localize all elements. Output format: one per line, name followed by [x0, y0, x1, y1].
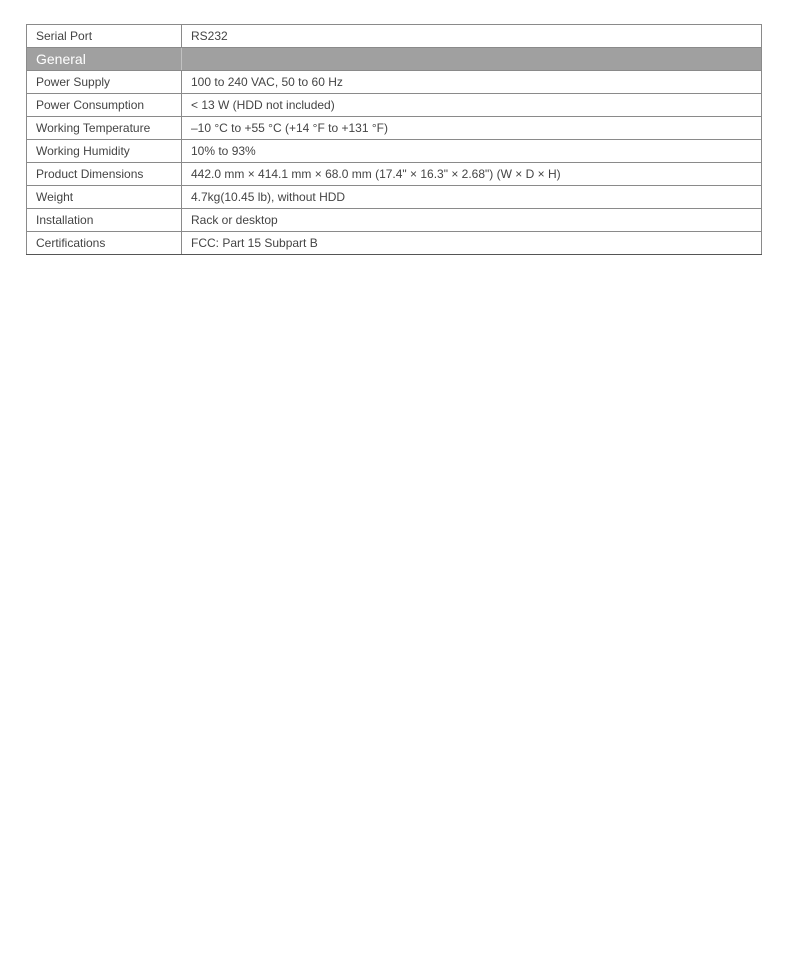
spec-label: Power Consumption — [27, 94, 182, 117]
section-header-general — [27, 48, 762, 71]
spec-row-certifications — [27, 232, 762, 255]
section-title: General — [27, 48, 182, 71]
spec-label: Working Humidity — [27, 140, 182, 163]
spec-value: 4.7kg(10.45 lb), without HDD — [182, 186, 762, 209]
spec-label: Weight — [27, 186, 182, 209]
spec-label: Working Temperature — [27, 117, 182, 140]
spec-label: Serial Port — [27, 25, 182, 48]
spec-label: Certifications — [27, 232, 182, 255]
spec-label: Power Supply — [27, 71, 182, 94]
specification-table — [26, 24, 762, 255]
spec-row-working-temperature — [27, 117, 762, 140]
spec-value: 442.0 mm × 414.1 mm × 68.0 mm (17.4" × 16.3" × 2.68") (W × D × H) — [182, 163, 762, 186]
spec-value: –10 °C to +55 °C (+14 °F to +131 °F) — [182, 117, 762, 140]
spec-value: 10% to 93% — [182, 140, 762, 163]
spec-row-weight — [27, 186, 762, 209]
spec-value: Rack or desktop — [182, 209, 762, 232]
spec-row-working-humidity — [27, 140, 762, 163]
spec-row-product-dimensions — [27, 163, 762, 186]
spec-value: < 13 W (HDD not included) — [182, 94, 762, 117]
section-header-blank — [182, 48, 762, 71]
spec-label: Installation — [27, 209, 182, 232]
spec-row-serial-port — [27, 25, 762, 48]
spec-value: 100 to 240 VAC, 50 to 60 Hz — [182, 71, 762, 94]
spec-row-power-consumption — [27, 94, 762, 117]
spec-value: FCC: Part 15 Subpart B — [182, 232, 762, 255]
spec-row-installation — [27, 209, 762, 232]
spec-label: Product Dimensions — [27, 163, 182, 186]
spec-row-power-supply — [27, 71, 762, 94]
spec-value: RS232 — [182, 25, 762, 48]
